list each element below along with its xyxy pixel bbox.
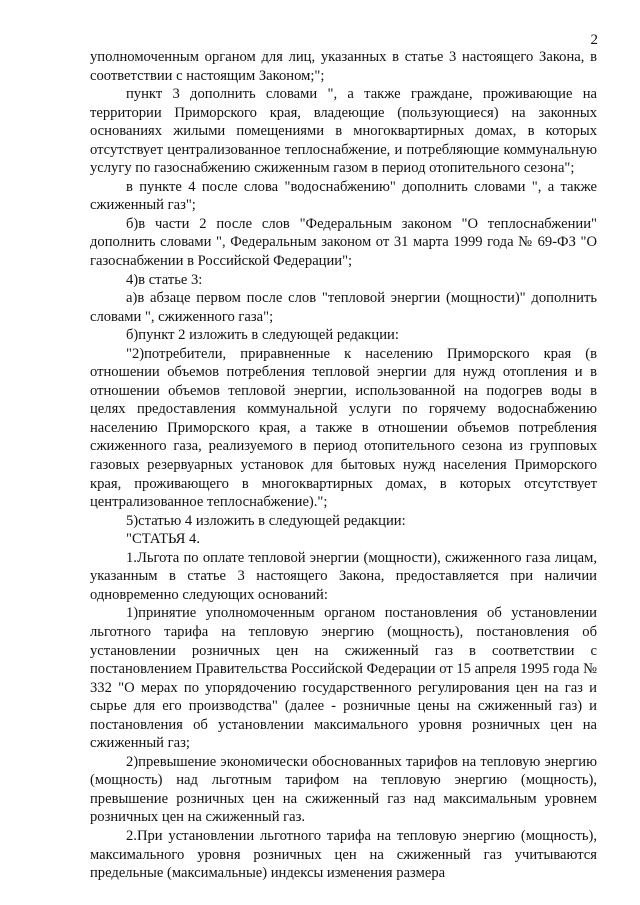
document-body — [90, 48, 597, 883]
paragraph: 2)превышение экономически обоснованных тарифов на тепловую энергию (мощность) над льготным тарифом на тепловую энергию (мощность), превышение розничных цен на сжиженный газ над максимальным уровнем розничных цен на сжиженный газ. — [90, 753, 597, 826]
paragraph: в пункте 4 после слова "водоснабжению" дополнить словами ", а также сжиженный газ"; — [90, 178, 597, 214]
paragraph: б)пункт 2 изложить в следующей редакции: — [126, 327, 399, 344]
paragraph: уполномоченным органом для лиц, указанных в статье 3 настоящего Закона, в соответствии с настоящим Законом;"; — [90, 49, 597, 84]
paragraph: 5)статью 4 изложить в следующей редакции: — [126, 512, 406, 529]
article-heading: "СТАТЬЯ 4. — [126, 531, 200, 548]
paragraph: 2.При установлении льготного тарифа на тепловую энергию (мощность), максимального уровня розничных цен на сжиженный газ учитываются предельные (максимальные) индексы изменения размера — [90, 827, 597, 882]
paragraph: 4)в статье 3: — [126, 271, 203, 288]
page-number: 2 — [590, 32, 598, 48]
paragraph: б)в части 2 после слов "Федеральным законом "О теплоснабжении" дополнить словами ", Федеральным законом от 31 марта 1999 года № 69-ФЗ "О газоснабжении в Российской Федерации"; — [90, 215, 597, 270]
paragraph: 1.Льгота по оплате тепловой энергии (мощности), сжиженного газа лицам, указанным в статье 3 настоящего Закона, предоставляется при наличии одновременно следующих оснований: — [90, 549, 597, 603]
paragraph: а)в абзаце первом после слов "тепловой энергии (мощности)" дополнить словами ", сжиженного газа"; — [90, 290, 597, 325]
paragraph: 1)принятие уполномоченным органом постановления об установлении льготного тарифа на тепловую энергию (мощность), постановления об установлении розничных цен на сжиженный газ в соответствии с постановлением Правительства Российской Федерации от 15 апреля 1995 года № 332 "О мерах по упорядочению государственного регулирования цен на газ и сырье для его производства" (далее - розничные цены на сжиженный газ) и постановления об установлении максимального уровня розничных цен на сжиженный газ; — [90, 605, 597, 752]
paragraph: пункт 3 дополнить словами ", а также граждане, проживающие на территории Приморского края, владеющие (пользующиеся) на законных основаниях жилыми помещениями в многоквартирных домах, в которых отсутствует централизованное теплоснабжение, и потребляющие коммунальную услугу по газоснабжению сжиженным газом в период отопительного сезона"; — [90, 86, 597, 177]
paragraph: "2)потребители, приравненные к населению Приморского края (в отношении объемов потребления тепловой энергии для нужд отопления и в отношении объемов тепловой энергии, использованной на подогрев воды в целях предоставления коммунальной услуги по горячему водоснабжению населению Приморского края, а также в отношении объемов потребления сжиженного газа, реализуемого в период отопительного сезона из групповых газовых резервуарных установок для бытовых нужд населения Приморского края, проживающего в многоквартирных домах, в которых отсутствует централизованное теплоснабжение)."; — [90, 345, 597, 511]
